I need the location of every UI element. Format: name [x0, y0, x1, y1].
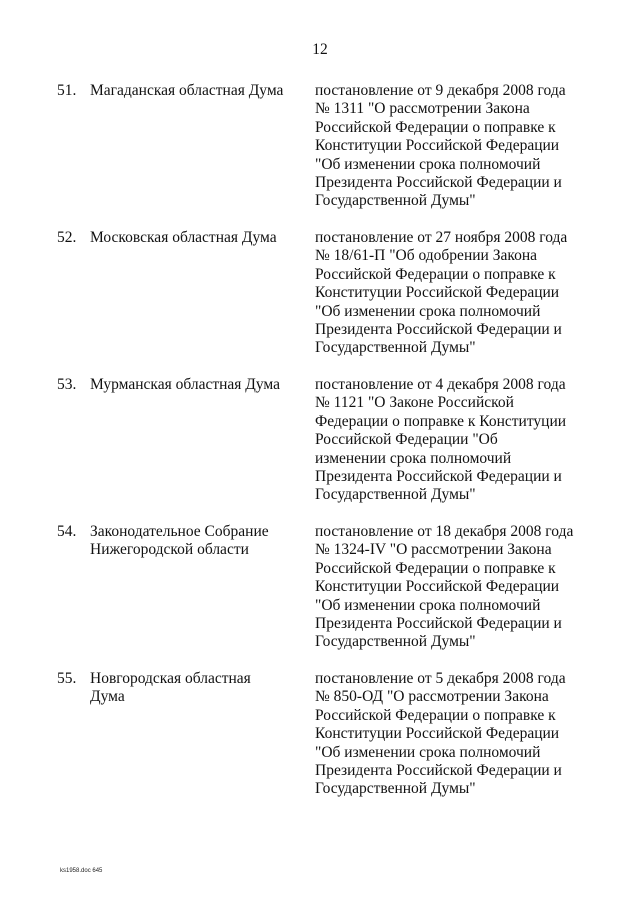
resolution-line: № 850-ОД "О рассмотрении Закона — [315, 688, 549, 706]
legislative-body-name — [90, 670, 290, 707]
entry-number: 52. — [57, 229, 77, 246]
legislative-body-line: Нижегородской области — [90, 541, 249, 559]
resolution-line: Президента Российской Федерации и — [315, 762, 562, 780]
resolution-line: "Об изменении срока полномочий — [315, 596, 541, 614]
resolution-line: Конституции Российской Федерации — [315, 578, 560, 596]
resolution-description — [315, 376, 585, 505]
resolution-line: Конституции Российской Федерации — [315, 137, 560, 155]
legislative-body-line: Законодательное Собрание — [90, 523, 269, 540]
resolution-line: Российской Федерации "Об — [315, 431, 498, 449]
resolution-line: "Об изменении срока полномочий — [315, 302, 541, 320]
resolution-line: "Об изменении срока полномочий — [315, 155, 541, 173]
footer-document-code: ks1958.doc 645 — [60, 868, 103, 874]
resolution-line: № 1121 "О Законе Российской — [315, 394, 514, 412]
legislative-body-line: Московская областная Дума — [90, 229, 277, 246]
resolution-line: Государственной Думы" — [315, 633, 476, 651]
legislative-body-name — [90, 82, 290, 100]
resolution-line: изменении срока полномочий — [315, 449, 512, 467]
legislative-body-line: Новгородская областная — [90, 670, 251, 687]
legislative-body-name — [90, 523, 290, 560]
resolution-line: Российской Федерации о поправке к — [315, 265, 556, 283]
resolution-line: "Об изменении срока полномочий — [315, 743, 541, 761]
list-item — [0, 523, 640, 670]
list-item — [0, 229, 640, 376]
resolution-description — [315, 670, 585, 799]
resolution-description — [315, 523, 585, 652]
resolution-line: № 18/61-П "Об одобрении Закона — [315, 247, 538, 265]
resolution-line: постановление от 18 декабря 2008 года — [315, 523, 574, 540]
list-item — [0, 670, 640, 817]
resolution-line: № 1324-IV "О рассмотрении Закона — [315, 541, 552, 559]
resolution-line: Государственной Думы" — [315, 192, 476, 210]
resolution-line: Президента Российской Федерации и — [315, 174, 562, 192]
entry-number: 51. — [57, 82, 77, 99]
legislative-body-line: Магаданская областная Дума — [90, 82, 284, 99]
resolution-line: постановление от 5 декабря 2008 года — [315, 670, 566, 687]
resolution-line: постановление от 9 декабря 2008 года — [315, 82, 566, 99]
legislative-body-line: Дума — [90, 688, 125, 706]
entries-list — [0, 82, 640, 817]
resolution-description — [315, 229, 585, 358]
resolution-line: Российской Федерации о поправке к — [315, 559, 556, 577]
resolution-line: постановление от 4 декабря 2008 года — [315, 376, 566, 393]
resolution-line: Государственной Думы" — [315, 780, 476, 798]
entry-number: 55. — [57, 670, 77, 687]
resolution-line: Президента Российской Федерации и — [315, 615, 562, 633]
resolution-description — [315, 82, 585, 211]
legislative-body-line: Мурманская областная Дума — [90, 376, 280, 393]
entry-number: 54. — [57, 523, 77, 540]
resolution-line: № 1311 "О рассмотрении Закона — [315, 100, 530, 118]
legislative-body-name — [90, 376, 290, 394]
resolution-line: постановление от 27 ноября 2008 года — [315, 229, 568, 246]
list-item — [0, 376, 640, 523]
resolution-line: Президента Российской Федерации и — [315, 468, 562, 486]
resolution-line: Государственной Думы" — [315, 486, 476, 504]
resolution-line: Конституции Российской Федерации — [315, 725, 560, 743]
resolution-line: Конституции Российской Федерации — [315, 284, 560, 302]
resolution-line: Российской Федерации о поправке к — [315, 118, 556, 136]
list-item — [0, 82, 640, 229]
resolution-line: Российской Федерации о поправке к — [315, 706, 556, 724]
page-number: 12 — [312, 41, 328, 58]
resolution-line: Государственной Думы" — [315, 339, 476, 357]
resolution-line: Федерации о поправке к Конституции — [315, 412, 567, 430]
legislative-body-name — [90, 229, 290, 247]
resolution-line: Президента Российской Федерации и — [315, 321, 562, 339]
entry-number: 53. — [57, 376, 77, 393]
